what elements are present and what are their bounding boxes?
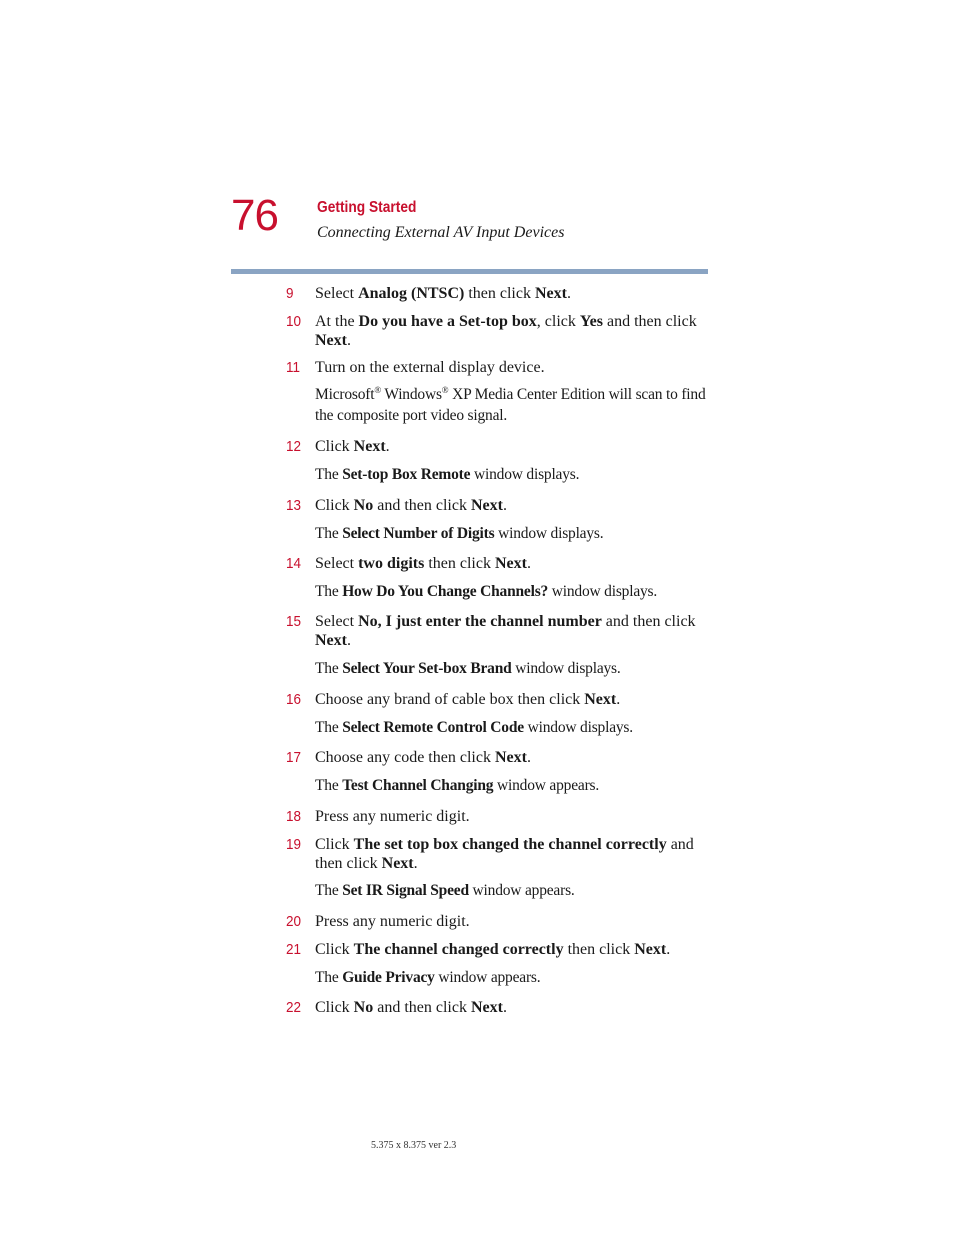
step-19-note: The Set IR Signal Speed window appears. xyxy=(315,882,575,899)
step-number: 17 xyxy=(286,749,302,766)
step-number: 21 xyxy=(286,941,302,958)
step-text: Press any numeric digit. xyxy=(315,808,470,825)
chapter-title: Getting Started xyxy=(317,199,417,216)
step-21-note: The Guide Privacy window appears. xyxy=(315,969,541,986)
step-text: Choose any brand of cable box then click Next. xyxy=(315,691,621,708)
step-text: Click Next. xyxy=(315,438,390,455)
step-text: Press any numeric digit. xyxy=(315,913,470,930)
step-number: 20 xyxy=(286,913,302,930)
step-number: 15 xyxy=(286,613,302,630)
step-text: Choose any code then click Next. xyxy=(315,749,531,766)
section-title: Connecting External AV Input Devices xyxy=(317,224,565,241)
step-number: 12 xyxy=(286,438,302,455)
step-text: Select No, I just enter the channel number and then click Next. xyxy=(315,613,696,649)
step-11-note: Microsoft® Windows® XP Media Center Edition will scan to find the composite port video signal. xyxy=(315,385,706,424)
step-12-note: The Set-top Box Remote window displays. xyxy=(315,466,580,483)
step-text: Click The channel changed correctly then click Next. xyxy=(315,941,671,958)
step-number: 9 xyxy=(286,285,294,302)
step-text: Select Analog (NTSC) then click Next. xyxy=(315,285,571,302)
step-17-note: The Test Channel Changing window appears. xyxy=(315,777,600,794)
step-text: Select two digits then click Next. xyxy=(315,555,531,572)
step-number: 19 xyxy=(286,836,302,853)
step-16-note: The Select Remote Control Code window displays. xyxy=(315,719,633,736)
step-text: Turn on the external display device. xyxy=(315,359,545,376)
footer-version: 5.375 x 8.375 ver 2.3 xyxy=(371,1140,457,1151)
step-number: 10 xyxy=(286,313,302,330)
step-number: 14 xyxy=(286,555,302,572)
step-15-note: The Select Your Set-box Brand window displays. xyxy=(315,660,621,677)
step-text: Click No and then click Next. xyxy=(315,999,507,1016)
step-text: Click The set top box changed the channel correctly and then click Next. xyxy=(315,836,694,872)
page-number: 76 xyxy=(231,191,278,240)
step-13-note: The Select Number of Digits window displays. xyxy=(315,525,604,542)
step-number: 16 xyxy=(286,691,302,708)
step-14-note: The How Do You Change Channels? window displays. xyxy=(315,583,658,600)
step-text: Click No and then click Next. xyxy=(315,497,507,514)
step-number: 13 xyxy=(286,497,302,514)
step-number: 11 xyxy=(286,359,301,376)
step-number: 22 xyxy=(286,999,302,1016)
step-text: At the Do you have a Set-top box, click Yes and then click Next. xyxy=(315,313,697,349)
step-number: 18 xyxy=(286,808,302,825)
